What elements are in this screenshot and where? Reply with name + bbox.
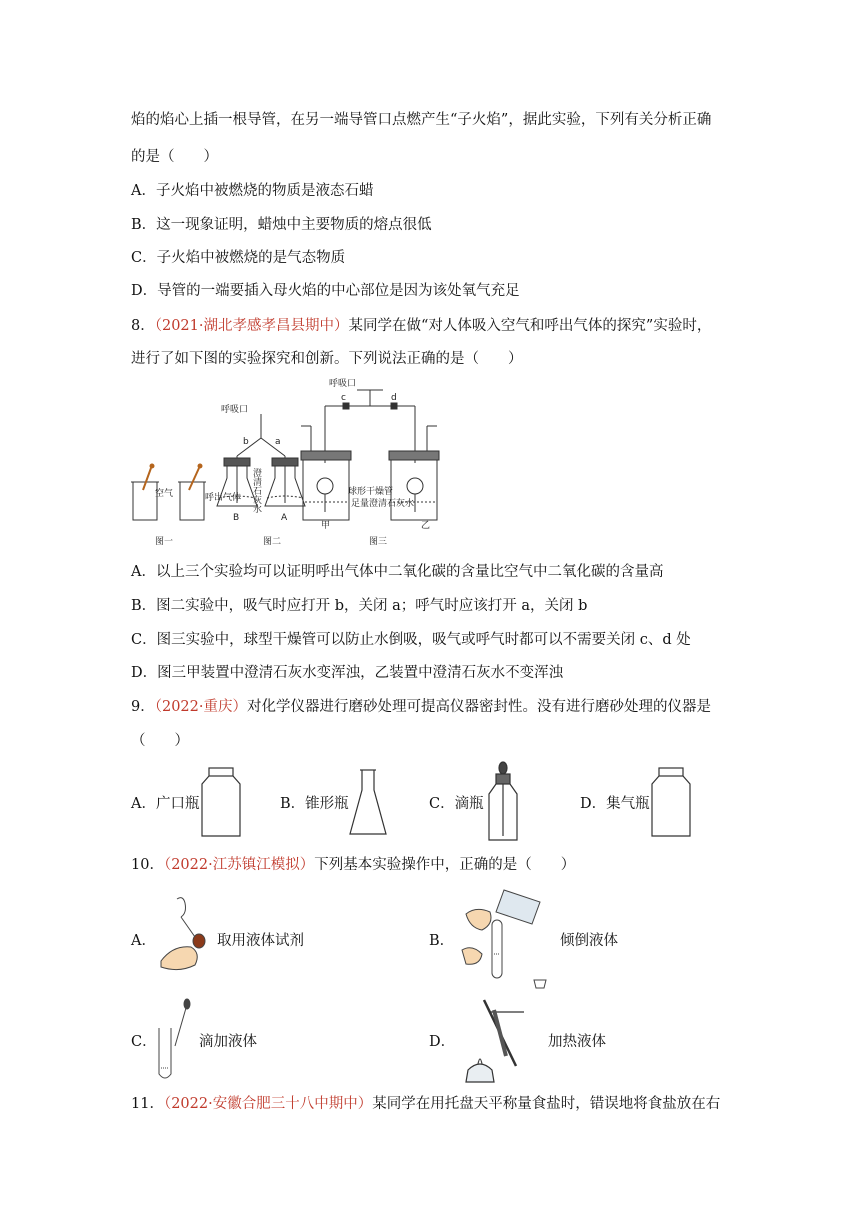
q11-stem <box>131 1094 720 1114</box>
fig3-limewater-label: 足量澄清石灰水 <box>351 499 415 509</box>
q9-option-c: C．滴瓶 <box>429 796 484 812</box>
conical-flask-icon <box>348 768 388 838</box>
fig2-valve-a: a <box>275 437 281 447</box>
q11-stem-text: 某同学在用托盘天平称量食盐时，错误地将食盐放在右 <box>372 1096 721 1112</box>
fig3-jia: 甲 <box>321 521 331 531</box>
dropping-liquid-icon <box>155 998 195 1082</box>
q10-option-b-text: 倾倒液体 <box>560 933 618 949</box>
fig2-flask-b: B <box>233 513 240 523</box>
q8-figure <box>125 378 455 548</box>
q8-stem-line1 <box>131 316 711 336</box>
wide-mouth-bottle-icon <box>200 766 242 838</box>
q11-source: （2022·安徽合肥三十八中期中） <box>163 1096 373 1112</box>
q9-option-b: B．锥形瓶 <box>280 796 349 812</box>
q8-option-a: A．以上三个实验均可以证明呼出气体中二氧化碳的含量比空气中二氧化碳的含量高 <box>131 564 664 580</box>
fig2-mouthpiece-label: 呼吸口 <box>221 405 249 415</box>
q9-number: 9． <box>131 699 155 715</box>
q10-stem-text: 下列基本实验操作中，正确的是（ ） <box>314 857 576 873</box>
fig3-yi: 乙 <box>421 521 431 531</box>
q9-stem-line1 <box>131 697 711 717</box>
fig2-caption: 图二 <box>263 537 282 547</box>
q10-option-d-letter: D． <box>429 1034 456 1050</box>
pouring-liquid-icon <box>460 884 556 994</box>
q7-stem-line1: 焰的焰心上插一根导管，在另一端导管口点燃产生“子火焰”，据此实验，下列有关分析正确 <box>131 112 712 128</box>
heating-liquid-icon <box>454 996 540 1086</box>
q9-stem-text: 对化学仪器进行磨砂处理可提高仪器密封性。没有进行磨砂处理的仪器是 <box>247 699 711 715</box>
fig3-mouthpiece-label: 呼吸口 <box>329 379 357 389</box>
fig2-flask-a: A <box>281 513 288 523</box>
dropper-hand-icon <box>155 895 217 975</box>
q10-option-c-text: 滴加液体 <box>199 1034 257 1050</box>
fig3-valve-d: d <box>391 393 397 403</box>
q8-option-d: D．图三甲装置中澄清石灰水变浑浊，乙装置中澄清石灰水不变浑浊 <box>131 665 564 681</box>
q10-source: （2022·江苏镇江模拟） <box>163 857 315 873</box>
q8-option-b: B．图二实验中，吸气时应打开 b，关闭 a；呼气时应该打开 a，关闭 b <box>131 598 588 614</box>
q10-option-a-text: 取用液体试剂 <box>217 933 304 949</box>
q9-stem-line2: （ ） <box>131 733 189 749</box>
fig1-air-label: 空气 <box>155 489 174 499</box>
fig3-drying-tube-label: 球形干燥管 <box>348 487 394 497</box>
fig1-exhaled-label: 呼出气体 <box>205 493 242 503</box>
q10-number: 10． <box>131 857 164 873</box>
q8-number: 8． <box>131 318 155 334</box>
q8-stem-text: 某同学在做“对人体吸入空气和呼出气体的探究”实验时， <box>348 318 712 334</box>
q11-number: 11． <box>131 1096 164 1112</box>
fig2-limewater-label: 澄清石灰水 <box>251 468 261 513</box>
q7-option-b: B．这一现象证明，蜡烛中主要物质的熔点很低 <box>131 217 432 233</box>
fig3-caption: 图三 <box>369 537 388 547</box>
q10-option-a-letter: A． <box>131 933 156 949</box>
q7-option-d: D．导管的一端要插入母火焰的中心部位是因为该处氧气充足 <box>131 283 520 299</box>
q7-option-c: C．子火焰中被燃烧的是气态物质 <box>131 250 346 266</box>
q9-source: （2022·重庆） <box>154 699 247 715</box>
q7-option-a: A．子火焰中被燃烧的物质是液态石蜡 <box>131 183 374 199</box>
gas-collecting-bottle-icon <box>650 766 692 838</box>
q9-option-a: A．广口瓶 <box>131 796 200 812</box>
q8-source: （2021·湖北孝感孝昌县期中） <box>154 318 349 334</box>
fig3-valve-c: c <box>341 393 346 403</box>
q8-option-c: C．图三实验中，球型干燥管可以防止水倒吸，吸气或呼气时都可以不需要关闭 c、d 处 <box>131 632 691 648</box>
q7-stem-line2: 的是（ ） <box>131 149 218 165</box>
q10-option-d-text: 加热液体 <box>548 1034 606 1050</box>
q9-option-d: D．集气瓶 <box>580 796 650 812</box>
q10-option-c-letter: C． <box>131 1034 157 1050</box>
fig2-valve-b: b <box>243 437 249 447</box>
dropper-bottle-icon <box>484 760 524 842</box>
fig1-caption: 图一 <box>155 537 174 547</box>
q8-stem-line2: 进行了如下图的实验探究和创新。下列说法正确的是（ ） <box>131 351 523 367</box>
q10-option-b-letter: B． <box>429 933 455 949</box>
q10-stem <box>131 855 575 875</box>
